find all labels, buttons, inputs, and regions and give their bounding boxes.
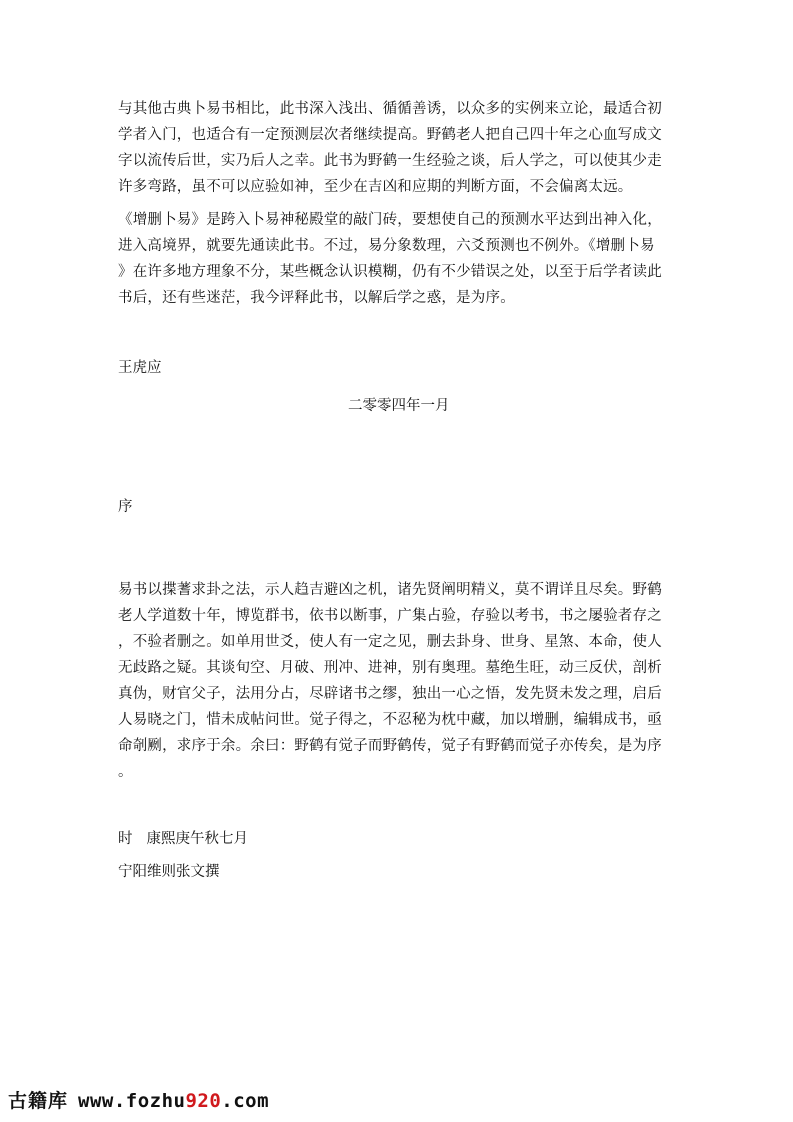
text-line: 》在许多地方理象不分，某些概念认识模糊，仍有不少错误之处，以至于后学者读此 <box>118 264 662 280</box>
site-url <box>78 1090 269 1112</box>
preface2-body <box>118 577 678 785</box>
preface1-author: 王虎应 <box>118 360 162 376</box>
text-line: 易书以揲蓍求卦之法，示人趋吉避凶之机，诸先贤阐明精义，莫不谓详且尽矣。野鹤 <box>118 582 662 598</box>
url-suffix: .com <box>221 1090 270 1112</box>
text-line: 命剞劂，求序于余。余曰：野鹤有觉子而野鹤传，觉子有野鹤而觉子亦传矣，是为序 <box>118 738 662 754</box>
text-line: 学者入门，也适合有一定预测层次者继续提高。野鹤老人把自己四十年之心血写成文 <box>118 127 662 143</box>
text-line: 。 <box>118 764 133 780</box>
preface2-time-line <box>118 829 248 849</box>
text-line: 进入高境界，就要先通读此书。不过，易分象数理，六爻预测也不例外。《增删卜易 <box>118 238 655 254</box>
text-line: ，不验者删之。如单用世爻，使人有一定之见，删去卦身、世身、星煞、本命，使人 <box>118 634 662 650</box>
text-line: 无歧路之疑。其谈旬空、月破、刑冲、进神，别有奥理。墓绝生旺，动三反伏，剖析 <box>118 660 662 676</box>
preface1-paragraph-1 <box>118 96 678 200</box>
site-brand: 古籍库 <box>8 1090 69 1112</box>
time-label: 时 <box>118 831 133 847</box>
text-line: 老人学道数十年，博览群书，依书以断事，广集占验，存验以考书，书之屡验者存之 <box>118 608 662 624</box>
preface2-signature: 宁阳维则张文撰 <box>118 864 220 880</box>
text-line: 真伪，财官父子，法用分占，尽辟诸书之缪，独出一心之悟，发先贤未发之理，启后 <box>118 686 662 702</box>
url-accent: 920 <box>185 1090 222 1112</box>
site-watermark <box>8 1088 269 1114</box>
text-line: 人易晓之门，惜未成帖问世。觉子得之，不忍秘为枕中藏，加以增删，编辑成书，亟 <box>118 712 662 728</box>
time-value: 康熙庚午秋七月 <box>146 831 248 847</box>
preface1-date: 二零零四年一月 <box>348 398 450 414</box>
text-line: 《增删卜易》是跨入卜易神秘殿堂的敲门砖，要想使自己的预测水平达到出神入化， <box>118 212 662 228</box>
preface1-paragraph-2 <box>118 207 678 311</box>
text-line: 与其他古典卜易书相比，此书深入浅出、循循善诱，以众多的实例来立论，最适合初 <box>118 101 662 117</box>
text-line: 许多弯路，虽不可以应验如神，至少在吉凶和应期的判断方面，不会偏离太远。 <box>118 179 633 195</box>
text-line: 字以流传后世，实乃后人之幸。此书为野鹤一生经验之谈，后人学之，可以使其少走 <box>118 153 662 169</box>
preface2-heading: 序 <box>118 499 133 515</box>
url-prefix: www.fozhu <box>78 1090 186 1112</box>
text-line: 书后，还有些迷茫，我今评释此书，以解后学之惑，是为序。 <box>118 290 515 306</box>
